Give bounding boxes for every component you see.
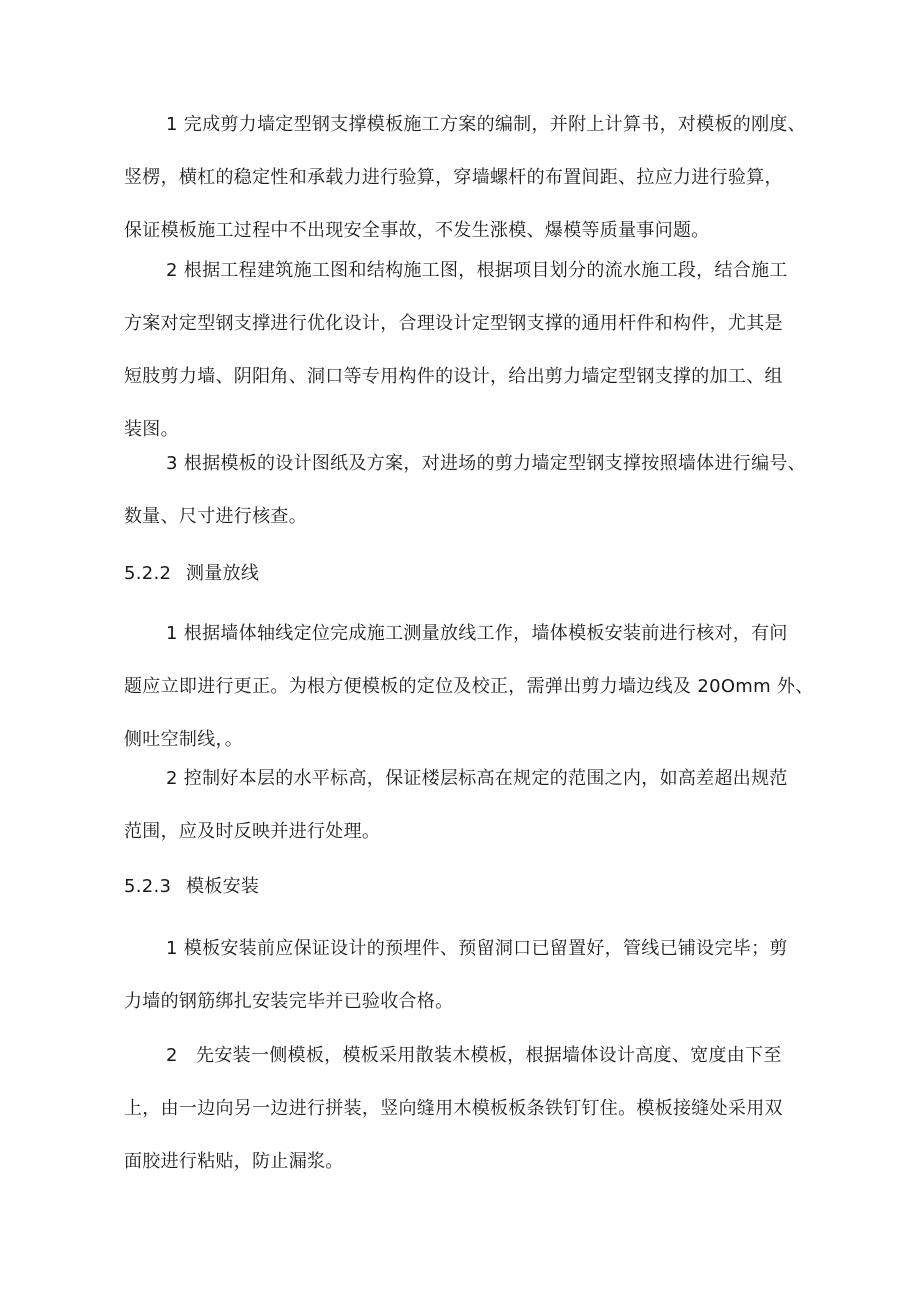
paragraph-1 — [124, 114, 806, 241]
text-line: 1 完成剪力墙定型钢支撑模板施工方案的编制，并附上计算书，对模板的刚度、 — [166, 114, 806, 135]
text-line: 方案对定型钢支撑进行优化设计，合理设计定型钢支撑的通用杆件和构件，尤其是 — [124, 313, 783, 334]
text-line: 上，由一边向另一边进行拼装，竖向缝用木模板板条铁钉钉住。模板接缝处采用双 — [124, 1098, 783, 1119]
section-heading-5-2-2 — [124, 565, 259, 583]
paragraph-7 — [124, 1047, 798, 1171]
paragraph-4 — [124, 623, 814, 750]
text-line: 侧吐空制线，。 — [124, 729, 244, 750]
paragraph-6 — [124, 940, 798, 1011]
section-number: 5.2.3 — [124, 876, 172, 897]
text-line: 装图。 — [124, 419, 179, 440]
paragraph-5 — [124, 770, 798, 841]
section-heading-5-2-3 — [124, 878, 259, 896]
paragraph-3 — [124, 453, 806, 527]
paragraph-2 — [124, 262, 798, 439]
text-line: 范围，应及时反映并进行处理。 — [124, 821, 381, 842]
text-line: 面胶进行粘贴，防止漏浆。 — [124, 1151, 344, 1172]
section-title: 测量放线 — [186, 563, 260, 584]
text-line: 2 先安装一侧模板，模板采用散装木模板，根据墙体设计高度、宽度由下至 — [166, 1045, 782, 1066]
text-line: 2 控制好本层的水平标高，保证楼层标高在规定的范围之内，如高差超出规范 — [166, 768, 788, 789]
text-line: 2 根据工程建筑施工图和结构施工图，根据项目划分的流水施工段，结合施工 — [166, 260, 788, 281]
text-line: 短肢剪力墙、阴阳角、洞口等专用构件的设计，给出剪力墙定型钢支撑的加工、组 — [124, 366, 783, 387]
section-title: 模板安装 — [186, 876, 260, 897]
text-line: 题应立即进行更正。为根方便模板的定位及校正，需弹出剪力墙边线及 20Omm 外、 — [124, 676, 814, 697]
text-line: 数量、尺寸进行核查。 — [124, 506, 307, 527]
text-line: 力墙的钢筋绑扎安装完毕并已验收合格。 — [124, 991, 454, 1012]
text-line: 3 根据模板的设计图纸及方案，对进场的剪力墙定型钢支撑按照墙体进行编号、 — [166, 453, 806, 474]
section-number: 5.2.2 — [124, 563, 172, 584]
text-line: 竖楞，横杠的稳定性和承载力进行验算，穿墙螺杆的布置间距、拉应力进行验算， — [124, 167, 783, 188]
text-line: 1 模板安装前应保证设计的预埋件、预留洞口已留置好，管线已铺设完毕；剪 — [166, 938, 788, 959]
text-line: 1 根据墙体轴线定位完成施工测量放线工作，墙体模板安装前进行核对，有问 — [166, 623, 788, 644]
text-line: 保证模板施工过程中不出现安全事故，不发生涨模、爆模等质量事问题。 — [124, 220, 710, 241]
